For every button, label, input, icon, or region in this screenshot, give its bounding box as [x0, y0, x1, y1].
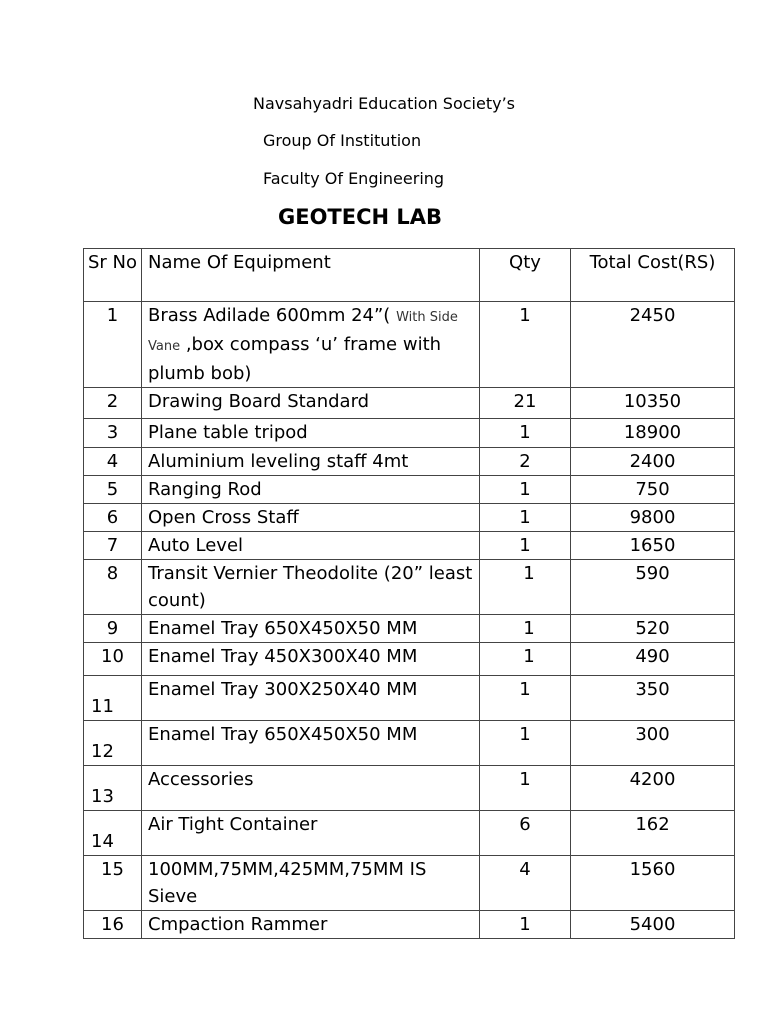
row-equipment: Enamel Tray 450X300X40 MM	[142, 643, 480, 676]
table-row	[84, 643, 735, 676]
row-sr: 15	[84, 856, 142, 911]
row-sr: 13	[84, 766, 142, 811]
row-qty-value: 1	[523, 563, 535, 584]
row-equipment	[142, 302, 480, 388]
row-sr: 6	[84, 504, 142, 532]
table-row	[84, 476, 735, 504]
row-cost: 9800	[571, 504, 735, 532]
row-sr: 11	[84, 676, 142, 721]
row-sr: 5	[84, 476, 142, 504]
table-row	[84, 504, 735, 532]
row-equipment: Drawing Board Standard	[142, 388, 480, 419]
row-cost: 10350	[571, 388, 735, 419]
row-sr: 1	[84, 302, 142, 388]
row-equipment: Air Tight Container	[142, 811, 480, 856]
row-qty: 21	[480, 388, 571, 419]
row-qty: 1	[480, 476, 571, 504]
header-total-cost: Total Cost(RS)	[571, 249, 735, 302]
table-row	[84, 532, 735, 560]
table-row	[84, 388, 735, 419]
row-equipment: Ranging Rod	[142, 476, 480, 504]
row-qty: 1	[480, 302, 571, 388]
row-cost: 4200	[571, 766, 735, 811]
table-row	[84, 560, 735, 615]
row-sr: 16	[84, 911, 142, 939]
row-qty: 1	[480, 676, 571, 721]
row-equipment: Auto Level	[142, 532, 480, 560]
society-name: Navsahyadri Education Society’s	[253, 94, 515, 113]
table-row	[84, 615, 735, 643]
institution-name: Group Of Institution	[263, 131, 422, 150]
table-row	[84, 448, 735, 476]
row-equipment-part: ,box compass ‘u’ frame with plumb bob)	[148, 334, 442, 384]
row-sr: 3	[84, 419, 142, 448]
row-qty-value: 1	[523, 646, 535, 667]
row-equipment: Aluminium leveling staff 4mt	[142, 448, 480, 476]
row-cost: 2450	[571, 302, 735, 388]
row-qty: 1	[480, 419, 571, 448]
row-sr: 9	[84, 615, 142, 643]
row-equipment-note: With Side Vane	[148, 310, 458, 354]
row-equipment: Plane table tripod	[142, 419, 480, 448]
row-qty: 4	[480, 856, 571, 911]
row-sr: 4	[84, 448, 142, 476]
row-sr: 7	[84, 532, 142, 560]
row-equipment: Cmpaction Rammer	[142, 911, 480, 939]
row-cost: 2400	[571, 448, 735, 476]
table-row	[84, 676, 735, 721]
row-cost: 750	[571, 476, 735, 504]
row-equipment: Accessories	[142, 766, 480, 811]
row-cost: 1560	[571, 856, 735, 911]
table-row	[84, 766, 735, 811]
row-cost: 350	[571, 676, 735, 721]
row-equipment: Open Cross Staff	[142, 504, 480, 532]
row-qty: 2	[480, 448, 571, 476]
table-row	[84, 419, 735, 448]
row-equipment: Enamel Tray 650X450X50 MM	[142, 615, 480, 643]
row-sr: 10	[84, 643, 142, 676]
row-sr: 2	[84, 388, 142, 419]
header-sr-no: Sr No	[84, 249, 142, 302]
row-cost: 18900	[571, 419, 735, 448]
row-sr: 12	[84, 721, 142, 766]
row-cost: 300	[571, 721, 735, 766]
row-sr: 8	[84, 560, 142, 615]
row-qty: 1	[480, 721, 571, 766]
table-header-row	[84, 249, 735, 302]
row-equipment: Enamel Tray 650X450X50 MM	[142, 721, 480, 766]
lab-title: GEOTECH LAB	[278, 205, 443, 229]
table-row	[84, 302, 735, 388]
row-cost: 162	[571, 811, 735, 856]
row-equipment: 100MM,75MM,425MM,75MM IS Sieve	[142, 856, 480, 911]
row-qty: 1	[480, 504, 571, 532]
row-cost: 5400	[571, 911, 735, 939]
row-sr: 14	[84, 811, 142, 856]
table-row	[84, 811, 735, 856]
header-qty: Qty	[480, 249, 571, 302]
row-qty-value: 1	[523, 618, 535, 639]
row-qty	[480, 560, 571, 615]
row-cost: 520	[571, 615, 735, 643]
row-equipment: Enamel Tray 300X250X40 MM	[142, 676, 480, 721]
row-cost: 590	[571, 560, 735, 615]
faculty-name: Faculty Of Engineering	[263, 169, 445, 188]
row-equipment-part: Brass Adilade 600mm 24”(	[148, 305, 397, 326]
table-row	[84, 856, 735, 911]
table-row	[84, 911, 735, 939]
row-equipment: Transit Vernier Theodolite (20” least count)	[142, 560, 480, 615]
equipment-table	[83, 248, 735, 939]
row-cost: 1650	[571, 532, 735, 560]
row-cost: 490	[571, 643, 735, 676]
row-qty	[480, 643, 571, 676]
row-qty: 1	[480, 766, 571, 811]
row-qty: 1	[480, 532, 571, 560]
row-qty: 6	[480, 811, 571, 856]
row-qty	[480, 615, 571, 643]
row-qty: 1	[480, 911, 571, 939]
header-equipment-name: Name Of Equipment	[142, 249, 480, 302]
table-row	[84, 721, 735, 766]
